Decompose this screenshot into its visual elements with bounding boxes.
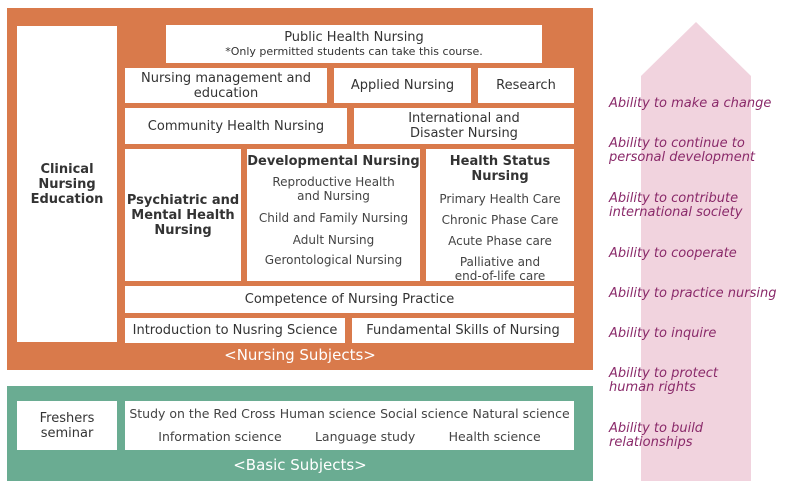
subject-language-study: Language study <box>314 429 416 444</box>
subject-information-science: Information science <box>158 429 282 444</box>
developmental-item-child-family: Child and Family Nursing <box>258 211 409 225</box>
ability-make-change: Ability to make a change <box>609 96 772 111</box>
basic-subjects-panel <box>7 386 593 481</box>
subject-social-science: Social science <box>380 406 469 421</box>
nursing-subjects-panel <box>7 8 593 370</box>
freshers-seminar-box: Freshers seminar <box>17 401 117 450</box>
developmental-item-gerontological: Gerontological Nursing <box>264 253 403 267</box>
health-status-item-palliative: Palliative and end-of-life care <box>454 255 546 283</box>
public-health-nursing-box <box>166 25 542 63</box>
research-box: Research <box>478 68 574 103</box>
ability-personal-development: Ability to continue to personal development <box>609 136 756 165</box>
ability-practice-nursing: Ability to practice nursing <box>609 286 777 301</box>
basic-subjects-box <box>125 401 574 450</box>
subject-red-cross: Study on the Red Cross <box>129 406 276 421</box>
developmental-item-adult: Adult Nursing <box>292 233 375 247</box>
fundamental-skills-box: Fundamental Skills of Nursing <box>352 318 574 343</box>
nursing-management-box: Nursing management and education <box>125 68 327 103</box>
developmental-item-reproductive: Reproductive Health and Nursing <box>272 175 395 203</box>
nursing-subjects-label: <Nursing Subjects> <box>224 346 376 364</box>
basic-subjects-row-1 <box>125 406 574 421</box>
applied-nursing-box: Applied Nursing <box>334 68 471 103</box>
health-status-item-primary: Primary Health Care <box>439 192 561 206</box>
developmental-nursing-box <box>247 149 420 281</box>
subject-health-science: Health science <box>448 429 541 444</box>
subject-natural-science: Natural science <box>472 406 570 421</box>
ability-international-society: Ability to contribute international society <box>609 191 743 220</box>
health-status-nursing-box <box>426 149 574 281</box>
international-disaster-nursing-box: International and Disaster Nursing <box>354 108 574 144</box>
ability-inquire: Ability to inquire <box>609 326 717 341</box>
health-status-item-acute: Acute Phase care <box>448 234 552 248</box>
psychiatric-nursing-box: Psychiatric and Mental Health Nursing <box>125 149 241 281</box>
basic-subjects-row-2 <box>125 429 574 444</box>
intro-nursing-science-box: Introduction to Nusring Science <box>125 318 345 343</box>
public-health-note: *Only permitted students can take this course. <box>225 45 483 58</box>
developmental-nursing-title: Developmental Nursing <box>247 154 420 169</box>
health-status-item-chronic: Chronic Phase Care <box>441 213 559 227</box>
competence-box: Competence of Nursing Practice <box>125 286 574 313</box>
health-status-nursing-title: Health Status Nursing <box>449 154 551 184</box>
subject-human-science: Human science <box>279 406 376 421</box>
clinical-nursing-education-box: Clinical Nursing Education <box>17 26 117 342</box>
ability-cooperate: Ability to cooperate <box>609 246 737 261</box>
community-health-nursing-box: Community Health Nursing <box>125 108 347 144</box>
public-health-title: Public Health Nursing <box>284 30 424 45</box>
ability-protect-human-rights: Ability to protect human rights <box>609 366 718 395</box>
basic-subjects-label: <Basic Subjects> <box>233 456 367 474</box>
ability-build-relationships: Ability to build relationships <box>609 421 704 450</box>
